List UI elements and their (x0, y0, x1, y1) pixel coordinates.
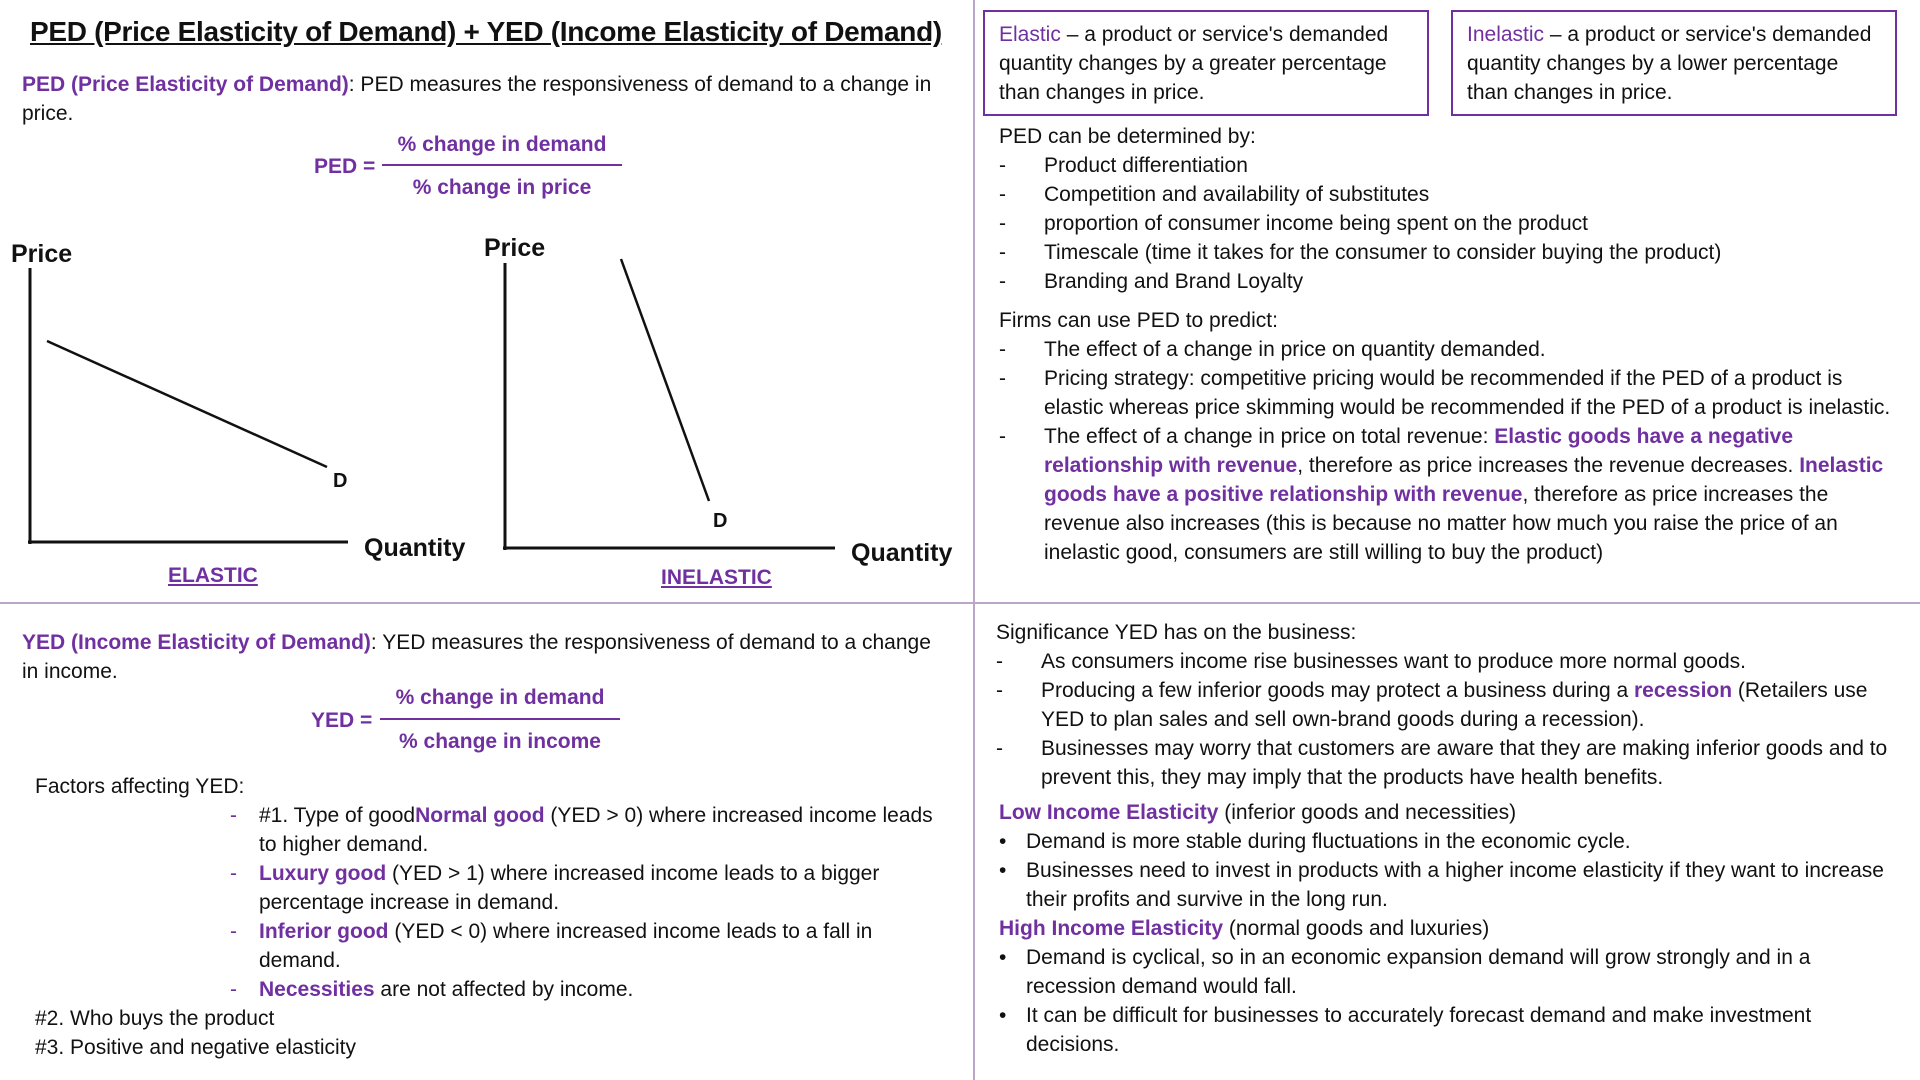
low-income-heading (999, 798, 1904, 827)
factor-2: #2. Who buys the product (35, 1007, 275, 1030)
yed-factors (35, 772, 935, 1062)
list-item-text: , therefore as price increases the revenue decreases. (1297, 454, 1800, 477)
dash-marker: - (999, 338, 1006, 361)
dash-marker: - (230, 862, 237, 885)
list-item-text: The effect of a change in price on quantity demanded. (1044, 338, 1546, 361)
inferior-good-term: Inferior good (259, 920, 389, 943)
dash-marker: - (999, 212, 1006, 235)
list-item (35, 917, 935, 975)
dash-marker: - (996, 650, 1003, 673)
dash-marker: - (999, 154, 1006, 177)
list-item-text: Demand is more stable during fluctuations in the economic cycle. (1026, 830, 1631, 853)
bullet-marker: • (999, 946, 1007, 969)
list-item-text: It can be difficult for businesses to accurately forecast demand and make investment decisions. (1026, 1004, 1812, 1056)
elastic-curve-label: D (333, 470, 348, 492)
ped-formula-numerator: % change in demand (397, 133, 607, 156)
dash-marker: - (230, 804, 237, 827)
list-item (996, 676, 1906, 734)
recession-highlight: recession (1634, 679, 1733, 702)
dash-marker: - (999, 183, 1006, 206)
list-item-text: Demand is cyclical, so in an economic expansion demand will grow strongly and in a recession demand would fall. (1026, 946, 1811, 998)
dash-marker: - (230, 920, 237, 943)
income-elasticity-notes (999, 798, 1904, 1059)
list-item-text: Businesses need to invest in products with a higher income elasticity if they want to increase their profits and survive in the long run. (1026, 859, 1884, 911)
high-income-heading (999, 914, 1904, 943)
dash-marker: - (996, 737, 1003, 760)
inelastic-definition-box (1451, 10, 1897, 116)
list-item (996, 734, 1906, 792)
ped-predict-heading: Firms can use PED to predict: (999, 309, 1278, 332)
inelastic-revenue-highlight: Inelastic goods have a positive relationship with revenue (1044, 454, 1884, 506)
dash-marker: - (999, 367, 1006, 390)
luxury-good-term: Luxury good (259, 862, 387, 885)
bullet-marker: • (999, 830, 1007, 853)
vertical-divider (973, 0, 975, 1080)
elastic-caption: ELASTIC (168, 564, 258, 587)
list-item (999, 422, 1904, 567)
low-income-text: (inferior goods and necessities) (1218, 801, 1517, 824)
yed-formula-denominator: % change in income (399, 730, 601, 753)
factor-3: #3. Positive and negative elasticity (35, 1036, 357, 1059)
list-item-text: Branding and Brand Loyalty (1044, 270, 1304, 293)
factors-heading: Factors affecting YED: (35, 775, 245, 798)
inelastic-x-label: Quantity (851, 539, 953, 567)
list-item-text: As consumers income rise businesses want to produce more normal goods. (1041, 650, 1746, 673)
list-item (999, 267, 1904, 296)
page-title: PED (Price Elasticity of Demand) + YED (Income Elasticity of Demand) (30, 16, 942, 47)
list-item-text: Businesses may worry that customers are aware that they are making inferior goods and to prevent this, they may imply that the products have health benefits. (1041, 737, 1888, 789)
ped-formula-lhs: PED = (314, 155, 376, 178)
list-item (999, 827, 1904, 856)
list-item (999, 1001, 1904, 1059)
low-income-term: Low Income Elasticity (999, 801, 1219, 824)
yed-definition-text: : YED measures the responsiveness of demand to a change in income. (22, 631, 931, 683)
list-item-text: proportion of consumer income being spent on the product (1044, 212, 1589, 235)
list-item-text: Producing a few inferior goods may protect a business during a (1041, 679, 1634, 702)
dash-marker: - (999, 270, 1006, 293)
dash-marker: - (999, 425, 1006, 448)
list-item-text: (YED > 0) where increased income leads to higher demand. (259, 804, 933, 856)
list-item (35, 859, 935, 917)
yed-definition (22, 628, 952, 686)
yed-significance-heading: Significance YED has on the business: (996, 621, 1357, 644)
list-item (35, 801, 935, 859)
list-item-text: The effect of a change in price on total revenue: (1044, 425, 1495, 448)
elastic-revenue-highlight: Elastic goods have a negative relationship with revenue (1044, 425, 1794, 477)
list-item (999, 856, 1904, 914)
list-item-text: (YED < 0) where increased income leads to a fall in demand. (259, 920, 873, 972)
yed-significance (996, 618, 1906, 792)
high-income-term: High Income Elasticity (999, 917, 1224, 940)
elastic-x-label: Quantity (364, 534, 466, 562)
elastic-term: Elastic (999, 23, 1061, 46)
inelastic-caption: INELASTIC (661, 566, 772, 589)
list-item (999, 943, 1904, 1001)
yed-formula-bar (380, 718, 620, 720)
ped-determinants-heading: PED can be determined by: (999, 125, 1256, 148)
list-item (999, 364, 1904, 422)
list-item-text: Timescale (time it takes for the consumer to consider buying the product) (1044, 241, 1722, 264)
list-item-text: (Retailers use YED to plan sales and sell own-brand goods during a recession). (1041, 679, 1868, 731)
list-item-text: are not affected by income. (374, 978, 634, 1001)
necessities-term: Necessities (259, 978, 375, 1001)
elastic-demand-curve (47, 341, 327, 467)
list-item-text: Product differentiation (1044, 154, 1248, 177)
elastic-definition-box (983, 10, 1429, 116)
list-item (999, 335, 1904, 364)
list-item (999, 151, 1904, 180)
elastic-definition-text: – a product or service's demanded quantity changes by a greater percentage than changes in price. (999, 23, 1389, 104)
list-item-text: Pricing strategy: competitive pricing would be recommended if the PED of a product is elastic whereas price skimming would be recommended if the PED of a product is inelastic. (1044, 367, 1891, 419)
bullet-marker: • (999, 859, 1007, 882)
inelastic-y-label: Price (484, 234, 546, 262)
list-item-text: (YED > 1) where increased income leads to a bigger percentage increase in demand. (259, 862, 880, 914)
ped-definition-text: : PED measures the responsiveness of demand to a change in price. (22, 73, 932, 125)
inelastic-curve-label: D (713, 510, 728, 532)
list-item (999, 209, 1904, 238)
list-item-text: , therefore as price increases the revenue also increases (this is because no matter how much you raise the price of an inelastic good, consumers are still willing to buy the product) (1044, 483, 1838, 564)
list-item (996, 647, 1906, 676)
ped-determinants (999, 122, 1904, 296)
ped-predict (999, 306, 1904, 567)
ped-term: PED (Price Elasticity of Demand) (22, 73, 349, 96)
inelastic-demand-curve (621, 259, 709, 501)
list-item-text: Competition and availability of substitutes (1044, 183, 1430, 206)
list-item (999, 180, 1904, 209)
yed-formula-numerator: % change in demand (395, 686, 605, 709)
inelastic-term: Inelastic (1467, 23, 1545, 46)
bullet-marker: • (999, 1004, 1007, 1027)
list-item (35, 975, 935, 1004)
normal-good-term: Normal good (415, 804, 545, 827)
horizontal-divider (0, 602, 1920, 604)
inelastic-definition-text: – a product or service's demanded quantity changes by a lower percentage than changes in price. (1467, 23, 1872, 104)
dash-marker: - (230, 978, 237, 1001)
yed-term: YED (Income Elasticity of Demand) (22, 631, 371, 654)
factor-1: #1. Type of good (259, 804, 416, 827)
elastic-demand-chart (0, 0, 960, 600)
elastic-y-label: Price (11, 240, 73, 268)
high-income-text: (normal goods and luxuries) (1223, 917, 1490, 940)
ped-formula-denominator: % change in price (412, 176, 592, 199)
dash-marker: - (999, 241, 1006, 264)
dash-marker: - (996, 679, 1003, 702)
list-item (999, 238, 1904, 267)
yed-formula-lhs: YED = (311, 709, 373, 732)
